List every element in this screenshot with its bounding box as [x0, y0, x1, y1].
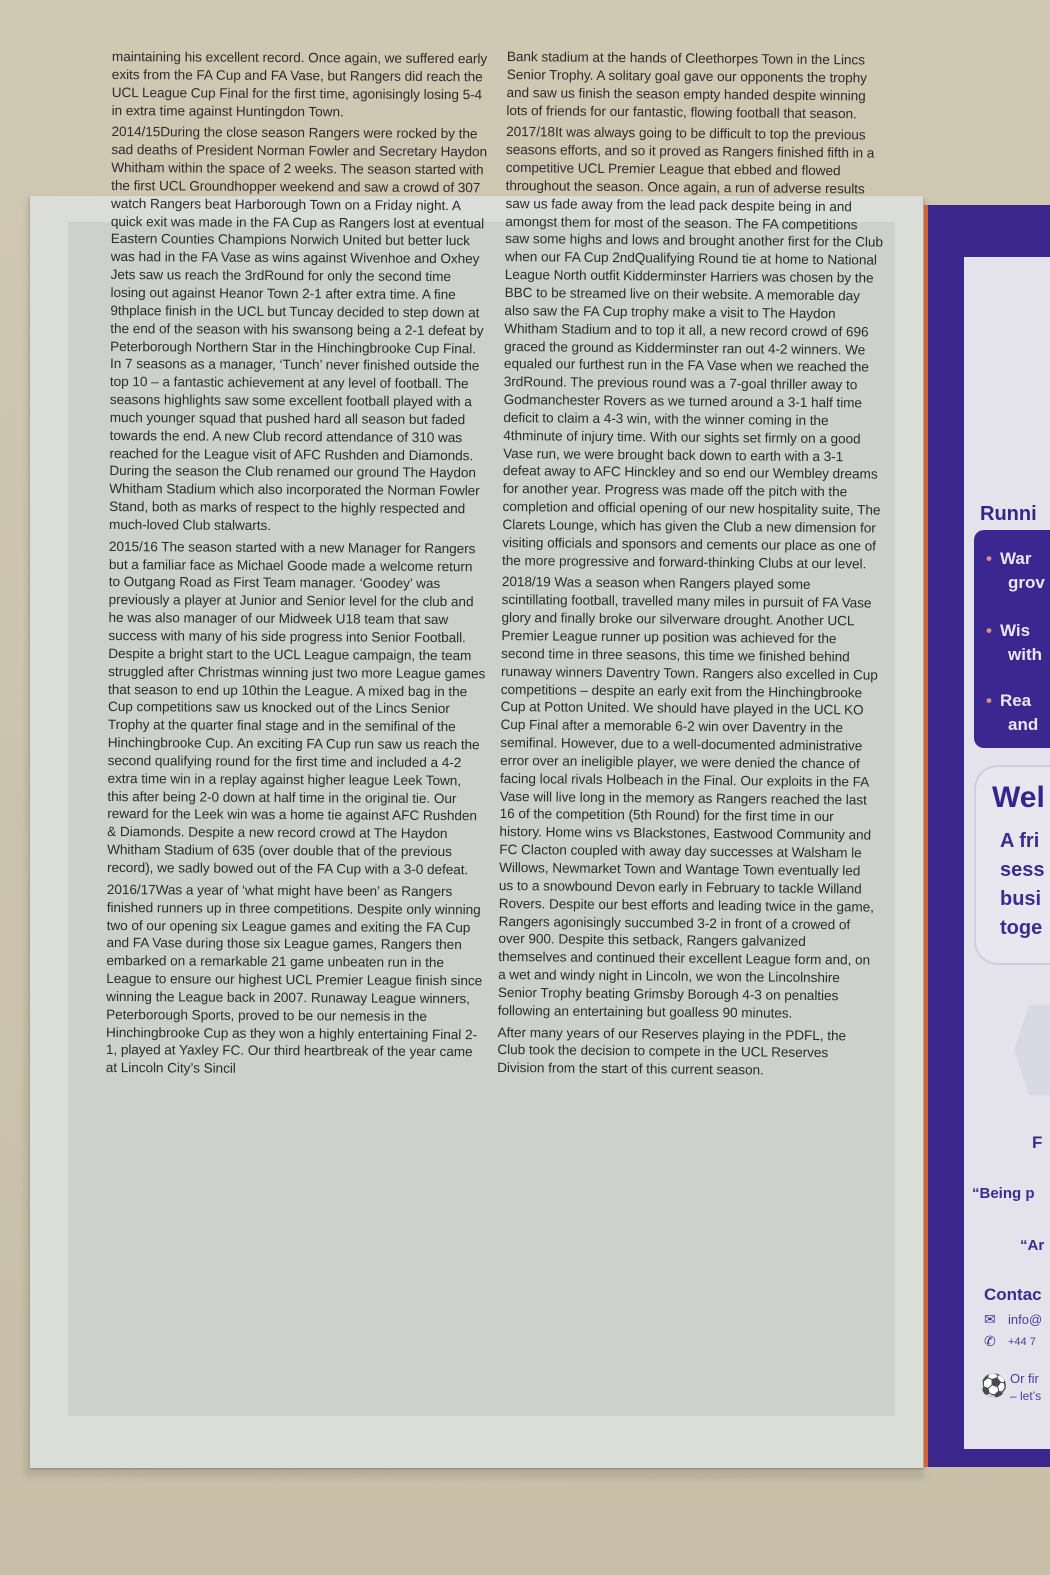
text-column-right — [497, 48, 885, 1085]
paragraph-2016-17: 2016/17Was a year of ‘what might have been’ as Rangers finished runners up in three competitions. Despite only winning two of our opening six League games and exiting the FA Cup and FA Vase during those six League games, Rangers then embarked on a remarkable 21 game unbeaten run in the League to ensure our highest UCL Premier League finish since winning the League back in 2007. Runaway League winners, Peterborough Sports, proved to be our nemesis in the Hinchingbrooke Cup as they won a highly entertaining Final 2-1, played at Yaxley FC. Our third heartbreak of the year came at Lincoln City’s Sincil — [105, 881, 483, 1077]
list-item: • Wis — [986, 621, 1031, 640]
bullet-icon: • — [986, 621, 992, 640]
feature-list-box — [974, 530, 1050, 748]
paragraph-reserves: After many years of our Reserves playing in the PDFL, the Club took the decision to compete in the UCL Reserves Division from the start of this current season. — [497, 1024, 847, 1078]
welcome-card — [974, 765, 1050, 965]
text-column-left — [106, 48, 490, 1083]
contact-heading: Contac — [984, 1285, 1042, 1304]
adjacent-heading: Runni — [980, 503, 1037, 525]
quote-text: “Being p — [972, 1185, 1035, 1202]
list-item-continued: grov — [1008, 573, 1045, 592]
football-icon: ⚽ — [980, 1373, 1008, 1398]
page-edge-accent — [924, 205, 928, 1467]
list-item-continued: and — [1008, 715, 1039, 734]
quote-text: “Ar — [1020, 1237, 1045, 1254]
contact-extra: – let’s — [1010, 1389, 1042, 1403]
partial-letter: F — [1032, 1133, 1043, 1152]
phone-icon: ✆ — [984, 1333, 996, 1349]
paragraph: Bank stadium at the hands of Cleethorpes Town in the Lincs Senior Trophy. A solitary goal gave our opponents the trophy and saw us finish the season empty handed despite winning lots of friends for our fantastic, flowing football that season. — [506, 48, 868, 121]
list-item: • Rea — [986, 691, 1032, 710]
email-icon: ✉ — [984, 1311, 996, 1327]
paragraph-2017-18: 2017/18It was always going to be difficult to top the previous seasons efforts, and so it proved as Rangers finished fifth in a competitive UCL Premier League that ebbed and flowed throughout the season. Once again, a run of adverse results saw us fade away from the lead pack despite being in and amongst them for most of the season. The FA competitions saw some highs and lows and brought another first for the Club when our FA Cup 2ndQualifying Round tie at home to National League North outfit Kidderminster Harriers was chosen by the BBC to be streamed live on their website. A memorable day also saw the FA Cup trophy make a visit to The Haydon Whitham Stadium and to top it all, a new record crowd of 696 graced the ground as Kidderminster ran out 4-2 winners. We equaled our furthest run in the FA Vase when we reached the 3rdRound. The previous round was a 7-goal thriller away to Godmanchester Rovers as we turned around a 3-1 half time deficit to claim a 4-3 win, with the winner coming in the 4thminute of injury time. With our sights set firmly on a good Vase run, we were brought back down to earth with a 3-1 defeat away to AFC Hinckley and so end our Wembley dreams for another year. Progress was made off the pitch with the completion and official opening of our new hospitality suite, The Clarets Lounge, which has given the Club a new dimension for visiting officials and sponsors and cements our place as one of the more progressive and forward-thinking Clubs at our level. — [502, 124, 883, 572]
adjacent-page — [924, 205, 1050, 1467]
bullet-icon: • — [986, 549, 992, 568]
contact-email: info@ — [1008, 1312, 1043, 1327]
bullet-icon: • — [986, 691, 992, 710]
welcome-title: Wel — [992, 781, 1045, 814]
paragraph: maintaining his excellent record. Once again, we suffered early exits from the FA Cup and FA Vase, but Rangers did reach the UCL League Cup Final for the first time, agonisingly losing 5-4 in extra time against Huntingdon Town. — [111, 48, 488, 119]
contact-extra: Or fir — [1010, 1371, 1039, 1386]
paragraph-2018-19: 2018/19 Was a season when Rangers played some scintillating football, travelled many miles in pursuit of FA Vase glory and finally broke our silverware drought. Another UCL Premier League runner up position was achieved for the second time in three seasons, this time we finished behind runaway winners Daventry Town. Rangers also excelled in Cup competitions – despite an early exit from the Hinchingbrooke Cup at Potton United. We should have played in the UCL KO Cup Final after a memorable 6-2 win over Daventry in the semifinal. However, due to a well-documented administrative error over an ineligible player, we were denied the chance of facing local rivals Holbeach in the Final. Our exploits in the FA Vase will live long in the memory as Rangers reached the last 16 of the competition (5th Round) for the first time in our history. Home wins vs Blackstones, Eastwood Community and FC Clacton coupled with away day successes at Walsham le Willows, Newmarket Town and Wantage Town eventually led us to a snowbound Devon early in February to tackle Willand Rovers. Despite our best efforts and leading twice in the game, Rangers agonisingly succumbed 3-2 in front of a crowed of over 900. Despite this setback, Rangers galvanized themselves and continued their excellent League form and, on a wet and windy night in Lincoln, we won the Lincolnshire Senior Trophy beating Grimsby Borough 4-3 on penalties following an entertaining but goalless 90 minutes. — [497, 574, 878, 1021]
welcome-text: A fri sess busi toge — [1000, 830, 1045, 939]
list-item-continued: with — [1008, 645, 1042, 664]
paragraph-2015-16: 2015/16 The season started with a new Manager for Rangers but a familiar face as Michael Goode made a welcome return to Outgang Road as First Team manager. ‘Goodey’ was previously a player at Junior and Senior level for the club and he was also manager of our Midweek U18 team that saw success with many of his side progress into Senior Football. Despite a bright start to the UCL League campaign, the team struggled after Christmas winning just two more League games that season to end up 10thin the League. A mixed bag in the Cup competitions saw us knocked out of the Lincs Senior Trophy at the quarter final stage and in the semifinal of the Hinchingbrooke Cup. An exciting FA Cup run saw us reach the second qualifying round for the first time and included a 4-2 extra time win in a replay against higher league Leek Town, this after being 2-0 down at half time in the original tie. Our reward for the Leek win was a home tie against AFC Rushden & Diamonds. Despite a new record crowd at The Haydon Whitham Stadium of 635 (over double that of the previous record), we sadly bowed out of the FA Cup with a 3-0 defeat. — [106, 538, 486, 878]
paragraph-2014-15: 2014/15During the close season Rangers were rocked by the sad deaths of President Norman Fowler and Secretary Haydon Whitham within the space of 2 weeks. The season started with the first UCL Groundhopper weekend and saw a crowd of 307 watch Rangers beat Harborough Town on a Friday night. A quick exit was made in the FA Cup as Rangers lost at eventual Eastern Counties Champions Norwich United but better luck was had in the FA Vase as wins against Wivenhoe and Oxhey Jets saw us reach the 3rdRound for only the second time losing out against Heanor Town 2-1 after extra time. A fine 9thplace finish in the UCL but Tuncay decided to step down at the end of the season with his swansong being a 2-1 defeat by Peterborough Northern Star in the Hinchingbrooke Cup Final. In 7 seasons as a manager, ‘Tunch’ never finished outside the top 10 – a fantastic achievement at any level of football. The seasons highlights saw some excellent football played with a much younger squad that pushed hard all season but faded towards the end. A new Club record attendance of 310 was reached for the League visit of AFC Rushden and Diamonds. During the season the Club renamed our ground The Haydon Whitham Stadium which also incorporated the Norman Fowler Stand, both as marks of respect to the highly respected and much-loved Club stalwarts. — [109, 124, 488, 533]
list-item: • War — [986, 549, 1032, 568]
contact-phone: +44 7 — [1008, 1336, 1036, 1348]
